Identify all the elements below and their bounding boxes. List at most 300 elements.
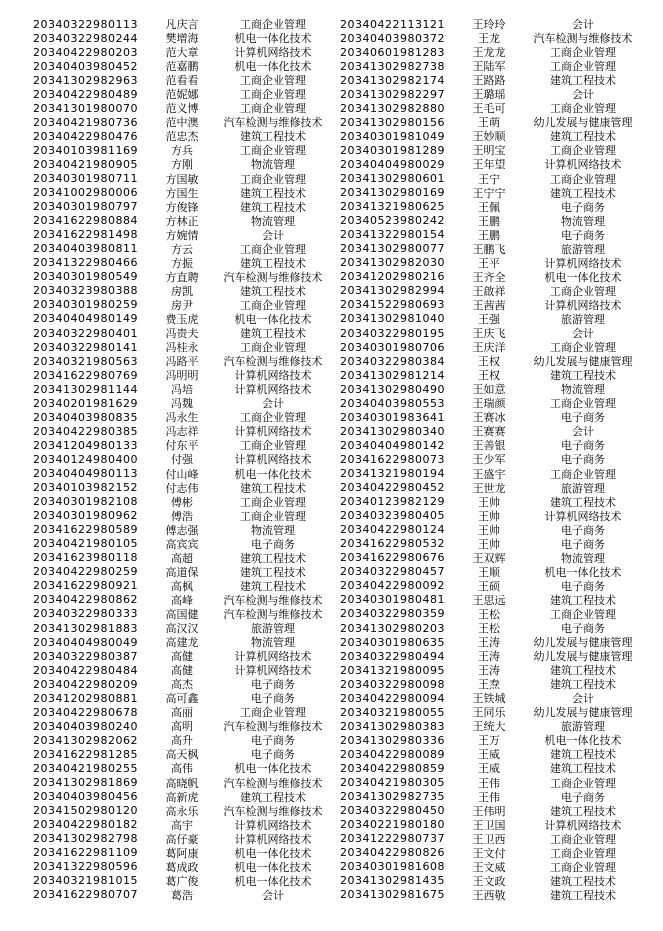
roster-row (340, 409, 638, 423)
student-name: 王平 (478, 257, 500, 270)
student-name: 傅志强 (165, 524, 199, 537)
student-major: 建筑工程技术 (240, 566, 306, 579)
student-major: 汽车检测与维修技术 (223, 805, 323, 818)
student-id: 20341222980737 (340, 832, 445, 846)
roster-row (33, 606, 325, 620)
roster-row (340, 592, 638, 606)
student-id: 20341204980133 (33, 438, 138, 452)
student-major: 电子商务 (561, 229, 605, 242)
roster-row (33, 648, 325, 662)
student-name: 王伟明 (472, 805, 506, 818)
student-id: 20340404980142 (340, 438, 445, 452)
student-name: 冯魏 (171, 398, 193, 411)
roster-row (340, 339, 638, 353)
roster-row (33, 269, 325, 283)
student-name: 高明 (171, 721, 193, 734)
student-id: 20340422980259 (33, 565, 138, 579)
roster-row (340, 536, 638, 550)
student-major: 物流管理 (251, 524, 295, 537)
roster-row (340, 86, 638, 100)
roster-column-left (33, 16, 325, 901)
roster-row (340, 437, 638, 451)
student-major: 工商企业管理 (240, 173, 306, 186)
student-name: 王鹏 (478, 215, 500, 228)
student-name: 王世龙 (472, 482, 506, 495)
student-id: 20340523980242 (340, 214, 445, 228)
roster-row (33, 185, 325, 199)
student-name: 王瑞颜 (472, 398, 506, 411)
roster-row (33, 16, 325, 30)
student-id: 20340422980089 (340, 747, 445, 761)
student-name: 高宾宾 (165, 538, 199, 551)
student-id: 20341322980466 (33, 256, 138, 270)
student-name: 高伟 (171, 763, 193, 776)
roster-row (33, 564, 325, 578)
student-name: 王宁 (478, 173, 500, 186)
student-id: 20340404980029 (340, 157, 445, 171)
student-major: 工商企业管理 (240, 89, 306, 102)
student-name: 方婉情 (165, 229, 199, 242)
student-major: 会计 (572, 693, 594, 706)
student-id: 20340123982129 (340, 495, 445, 509)
roster-row (340, 859, 638, 873)
roster-row (340, 58, 638, 72)
student-major: 建筑工程技术 (550, 187, 616, 200)
student-major: 旅游管理 (561, 721, 605, 734)
student-name: 王硕 (478, 580, 500, 593)
roster-row (33, 44, 325, 58)
student-major: 工商企业管理 (550, 145, 616, 158)
student-id: 20340403980372 (340, 31, 445, 45)
student-id: 20340321981015 (33, 874, 138, 888)
student-id: 20340103982152 (33, 481, 138, 495)
roster-row (340, 648, 638, 662)
roster-row (33, 718, 325, 732)
student-major: 建筑工程技术 (550, 594, 616, 607)
student-major: 工商企业管理 (550, 833, 616, 846)
student-id: 20341302981040 (340, 312, 445, 326)
student-id: 20341623980118 (33, 551, 138, 565)
student-name: 方国生 (165, 187, 199, 200)
student-id: 20341302980156 (340, 115, 445, 129)
student-major: 工商企业管理 (550, 285, 616, 298)
student-id: 20341321980095 (340, 663, 445, 677)
student-major: 计算机网络技术 (234, 651, 312, 664)
roster-row (340, 606, 638, 620)
student-name: 王龙龙 (472, 47, 506, 60)
student-name: 方云 (171, 243, 193, 256)
roster-row (340, 451, 638, 465)
student-id: 20341622981498 (33, 228, 138, 242)
student-name: 王妙顺 (472, 131, 506, 144)
student-major: 机电一体化技术 (234, 313, 312, 326)
roster-row (33, 690, 325, 704)
student-name: 方直聘 (165, 271, 199, 284)
student-name: 王明宝 (472, 145, 506, 158)
roster-row (33, 634, 325, 648)
student-name: 高国健 (165, 608, 199, 621)
student-major: 计算机网络技术 (234, 370, 312, 383)
student-name: 傅浩 (171, 510, 193, 523)
student-name: 王卫国 (472, 819, 506, 832)
student-id: 20340322980244 (33, 31, 138, 45)
roster-row (33, 437, 325, 451)
student-id: 20340301982108 (33, 495, 138, 509)
student-major: 工商企业管理 (240, 19, 306, 31)
student-id: 20340422980859 (340, 761, 445, 775)
roster-row (33, 241, 325, 255)
student-major: 汽车检测与维修技术 (223, 271, 323, 284)
student-major: 物流管理 (561, 215, 605, 228)
student-major: 工商企业管理 (240, 145, 306, 158)
student-name: 范忠杰 (165, 131, 199, 144)
student-name: 王万 (478, 735, 500, 748)
roster-row (340, 508, 638, 522)
student-name: 王赛冰 (472, 412, 506, 425)
roster-row (340, 142, 638, 156)
student-name: 高峰 (171, 594, 193, 607)
student-major: 计算机网络技术 (234, 665, 312, 678)
student-id: 20340301980962 (33, 509, 138, 523)
student-major: 建筑工程技术 (550, 131, 616, 144)
student-major: 电子商务 (561, 580, 605, 593)
student-name: 王同乐 (472, 707, 506, 720)
student-name: 付志伟 (165, 482, 199, 495)
student-id: 20340422980678 (33, 705, 138, 719)
roster-row (340, 283, 638, 297)
roster-row (340, 494, 638, 508)
student-id: 20341321980194 (340, 467, 445, 480)
student-major: 机电一体化技术 (234, 763, 312, 776)
roster-row (33, 817, 325, 831)
student-name: 葛成政 (165, 861, 199, 874)
student-major: 建筑工程技术 (240, 285, 306, 298)
student-major: 建筑工程技术 (550, 679, 616, 692)
roster-row (340, 311, 638, 325)
student-id: 20340322980401 (33, 326, 138, 340)
student-name: 王西敬 (472, 889, 506, 902)
student-id: 20341522980693 (340, 298, 445, 312)
student-id: 20340301980711 (33, 172, 138, 186)
student-major: 计算机网络技术 (234, 384, 312, 397)
student-name: 方刚 (171, 159, 193, 172)
student-major: 机电一体化技术 (234, 875, 312, 888)
student-id: 20340403980240 (33, 719, 138, 733)
student-major: 工商企业管理 (240, 440, 306, 453)
roster-row (33, 480, 325, 494)
student-name: 房凯 (171, 285, 193, 298)
student-major: 机电一体化技术 (234, 861, 312, 874)
roster-row (340, 817, 638, 831)
student-id: 20340301981608 (340, 860, 445, 874)
student-name: 王涛 (478, 637, 500, 650)
student-id: 20340422980209 (33, 677, 138, 691)
student-major: 工商企业管理 (550, 342, 616, 355)
student-name: 高可鑫 (165, 693, 199, 706)
student-id: 20341302982994 (340, 284, 445, 298)
roster-row (340, 30, 638, 44)
roster-row (340, 803, 638, 817)
student-major: 建筑工程技术 (240, 328, 306, 341)
student-name: 冯桂永 (165, 342, 199, 355)
student-id: 20340422980826 (340, 846, 445, 860)
student-id: 20340422980489 (33, 87, 138, 101)
student-name: 葛广俊 (165, 875, 199, 888)
student-major: 工商企业管理 (240, 510, 306, 523)
roster-row (33, 494, 325, 508)
roster-row (340, 199, 638, 213)
student-id: 20341302982174 (340, 73, 445, 87)
roster-row (340, 269, 638, 283)
student-major: 建筑工程技术 (240, 257, 306, 270)
student-id: 20340404980113 (33, 467, 138, 480)
student-id: 20340421980105 (33, 537, 138, 551)
student-major: 旅游管理 (561, 243, 605, 256)
roster-row (33, 578, 325, 592)
student-name: 王伟 (478, 777, 500, 790)
student-major: 汽车检测与维修技术 (223, 594, 323, 607)
student-id: 20341622980921 (33, 579, 138, 593)
roster-row (340, 353, 638, 367)
student-id: 20340301980259 (33, 298, 138, 312)
roster-row (340, 718, 638, 732)
roster-row (340, 72, 638, 86)
student-id: 20341322980154 (340, 228, 445, 242)
student-id: 20340321980563 (33, 354, 138, 368)
student-major: 建筑工程技术 (550, 496, 616, 509)
student-major: 建筑工程技术 (550, 805, 616, 818)
student-major: 工商企业管理 (550, 847, 616, 860)
student-major: 电子商务 (561, 623, 605, 636)
student-name: 王路路 (472, 75, 506, 88)
student-id: 20341302981435 (340, 874, 445, 888)
student-name: 王松 (478, 608, 500, 621)
student-major: 机电一体化技术 (234, 33, 312, 46)
student-name: 高宇 (171, 819, 193, 832)
roster-row (33, 311, 325, 325)
student-major: 计算机网络技术 (234, 819, 312, 832)
student-id: 20340301980797 (33, 200, 138, 214)
roster-row (340, 522, 638, 536)
student-name: 葛浩 (171, 889, 193, 902)
student-major: 计算机网络技术 (234, 454, 312, 467)
roster-row (340, 662, 638, 676)
student-major: 电子商务 (561, 791, 605, 804)
roster-row (33, 227, 325, 241)
student-major: 电子商务 (561, 454, 605, 467)
student-name: 王庆飞 (472, 328, 506, 341)
student-id: 20340403980456 (33, 790, 138, 804)
student-name: 王强 (478, 313, 500, 326)
roster-row (340, 620, 638, 634)
roster-row (33, 30, 325, 44)
student-id: 20340422113121 (340, 17, 445, 31)
roster-row (33, 297, 325, 311)
student-major: 电子商务 (251, 693, 295, 706)
student-id: 20340421980305 (340, 776, 445, 790)
roster-row (340, 704, 638, 718)
roster-row (340, 44, 638, 58)
student-id: 20341622980769 (33, 368, 138, 382)
roster-row (340, 746, 638, 760)
student-name: 范看看 (165, 75, 199, 88)
roster-row (33, 704, 325, 718)
roster-row (340, 297, 638, 311)
student-name: 王涛 (478, 665, 500, 678)
student-major: 建筑工程技术 (550, 875, 616, 888)
student-name: 王威 (478, 763, 500, 776)
student-major: 工商企业管理 (550, 47, 616, 60)
student-name: 王萌 (478, 117, 500, 130)
student-id: 20341202980881 (33, 691, 138, 705)
student-name: 王伟 (478, 791, 500, 804)
student-name: 方兵 (171, 145, 193, 158)
student-name: 葛阿康 (165, 847, 199, 860)
roster-row (33, 423, 325, 437)
student-major: 会计 (262, 889, 284, 902)
roster-row (340, 241, 638, 255)
student-id: 20341302982062 (33, 733, 138, 747)
student-id: 20341301980070 (33, 101, 138, 115)
student-name: 高道保 (165, 566, 199, 579)
roster-row (33, 86, 325, 100)
student-name: 范义博 (165, 103, 199, 116)
student-major: 工商企业管理 (550, 468, 616, 481)
student-major: 建筑工程技术 (240, 552, 306, 565)
student-major: 计算机网络技术 (234, 426, 312, 439)
student-id: 20340323980388 (33, 284, 138, 298)
student-name: 范大章 (165, 47, 199, 60)
student-name: 王盛宇 (472, 468, 506, 481)
student-name: 范妮娜 (165, 89, 199, 102)
student-major: 工商企业管理 (240, 299, 306, 312)
student-id: 20341302981144 (33, 382, 138, 396)
student-name: 王茜茜 (472, 299, 506, 312)
student-id: 20341322980596 (33, 860, 138, 874)
roster-row (340, 381, 638, 395)
student-id: 20340322980113 (33, 17, 138, 31)
roster-row (340, 550, 638, 564)
student-id: 20340404980049 (33, 635, 138, 649)
roster-row (33, 887, 325, 901)
student-name: 付山峰 (165, 468, 199, 481)
roster-row (33, 522, 325, 536)
student-major: 建筑工程技术 (240, 580, 306, 593)
student-major: 汽车检测与维修技术 (533, 33, 633, 46)
student-name: 王统大 (472, 721, 506, 734)
student-id: 20340422980452 (340, 481, 445, 495)
student-name: 冯明明 (165, 370, 199, 383)
student-name: 王焘 (478, 679, 500, 692)
student-id: 20340422980476 (33, 129, 138, 143)
student-major: 工商企业管理 (550, 173, 616, 186)
student-name: 王文威 (472, 861, 506, 874)
roster-row (340, 732, 638, 746)
student-major: 幼儿发展与健康管理 (533, 637, 633, 650)
roster-row (33, 325, 325, 339)
student-id: 20340404980149 (33, 312, 138, 326)
student-name: 王少军 (472, 454, 506, 467)
student-id: 20340322980333 (33, 607, 138, 621)
student-name: 王权 (478, 356, 500, 369)
student-name: 王威 (478, 749, 500, 762)
student-id: 20340321980055 (340, 705, 445, 719)
student-name: 王顺 (478, 566, 500, 579)
roster-row (340, 480, 638, 494)
roster-row (340, 16, 638, 30)
roster-row (33, 845, 325, 859)
roster-row (340, 100, 638, 114)
student-id: 20341622980073 (340, 452, 445, 466)
roster-row (33, 353, 325, 367)
student-name: 王涛 (478, 651, 500, 664)
student-major: 工商企业管理 (240, 342, 306, 355)
student-name: 高天枫 (165, 749, 199, 762)
student-id: 20340301983641 (340, 410, 445, 424)
student-name: 王善银 (472, 440, 506, 453)
student-name: 高超 (171, 552, 193, 565)
student-id: 20341622981285 (33, 747, 138, 761)
roster-row (33, 409, 325, 423)
student-name: 高健 (171, 665, 193, 678)
roster-column-right (340, 16, 638, 901)
student-major: 电子商务 (251, 538, 295, 551)
roster-row (33, 451, 325, 465)
student-name: 方俊锋 (165, 201, 199, 214)
student-major: 建筑工程技术 (550, 749, 616, 762)
student-id: 20341302980601 (340, 172, 445, 186)
roster-row (33, 171, 325, 185)
roster-row (340, 690, 638, 704)
student-id: 20341302982880 (340, 101, 445, 115)
roster-row (340, 114, 638, 128)
student-major: 工商企业管理 (550, 61, 616, 74)
student-id: 20340323980405 (340, 509, 445, 523)
student-major: 建筑工程技术 (240, 791, 306, 804)
student-name: 高健 (171, 651, 193, 664)
student-major: 建筑工程技术 (240, 482, 306, 495)
student-name: 方国敏 (165, 173, 199, 186)
student-major: 会计 (262, 398, 284, 411)
student-name: 王龙 (478, 33, 500, 46)
roster-row (33, 156, 325, 170)
student-id: 20340124980400 (33, 452, 138, 466)
student-name: 高仔豪 (165, 833, 199, 846)
student-name: 高新虎 (165, 791, 199, 804)
roster-row (33, 746, 325, 760)
student-name: 王毛可 (472, 103, 506, 116)
roster-row (340, 831, 638, 845)
student-name: 费玉虎 (165, 313, 199, 326)
student-major: 计算机网络技术 (544, 159, 622, 172)
student-name: 王卫西 (472, 833, 506, 846)
student-name: 王铁城 (472, 693, 506, 706)
student-major: 汽车检测与维修技术 (223, 608, 323, 621)
student-id: 20340301981289 (340, 143, 445, 157)
student-id: 20341302982963 (33, 73, 138, 87)
roster-row (33, 58, 325, 72)
student-major: 工商企业管理 (550, 398, 616, 411)
student-major: 幼儿发展与健康管理 (533, 117, 633, 130)
student-name: 王玲玲 (472, 19, 506, 31)
roster-row (33, 803, 325, 817)
student-id: 20341302980383 (340, 719, 445, 733)
roster-row (33, 213, 325, 227)
student-id: 20341302980077 (340, 242, 445, 256)
student-id: 20341502980120 (33, 804, 138, 818)
roster-row (340, 395, 638, 409)
student-name: 高晓帆 (165, 777, 199, 790)
